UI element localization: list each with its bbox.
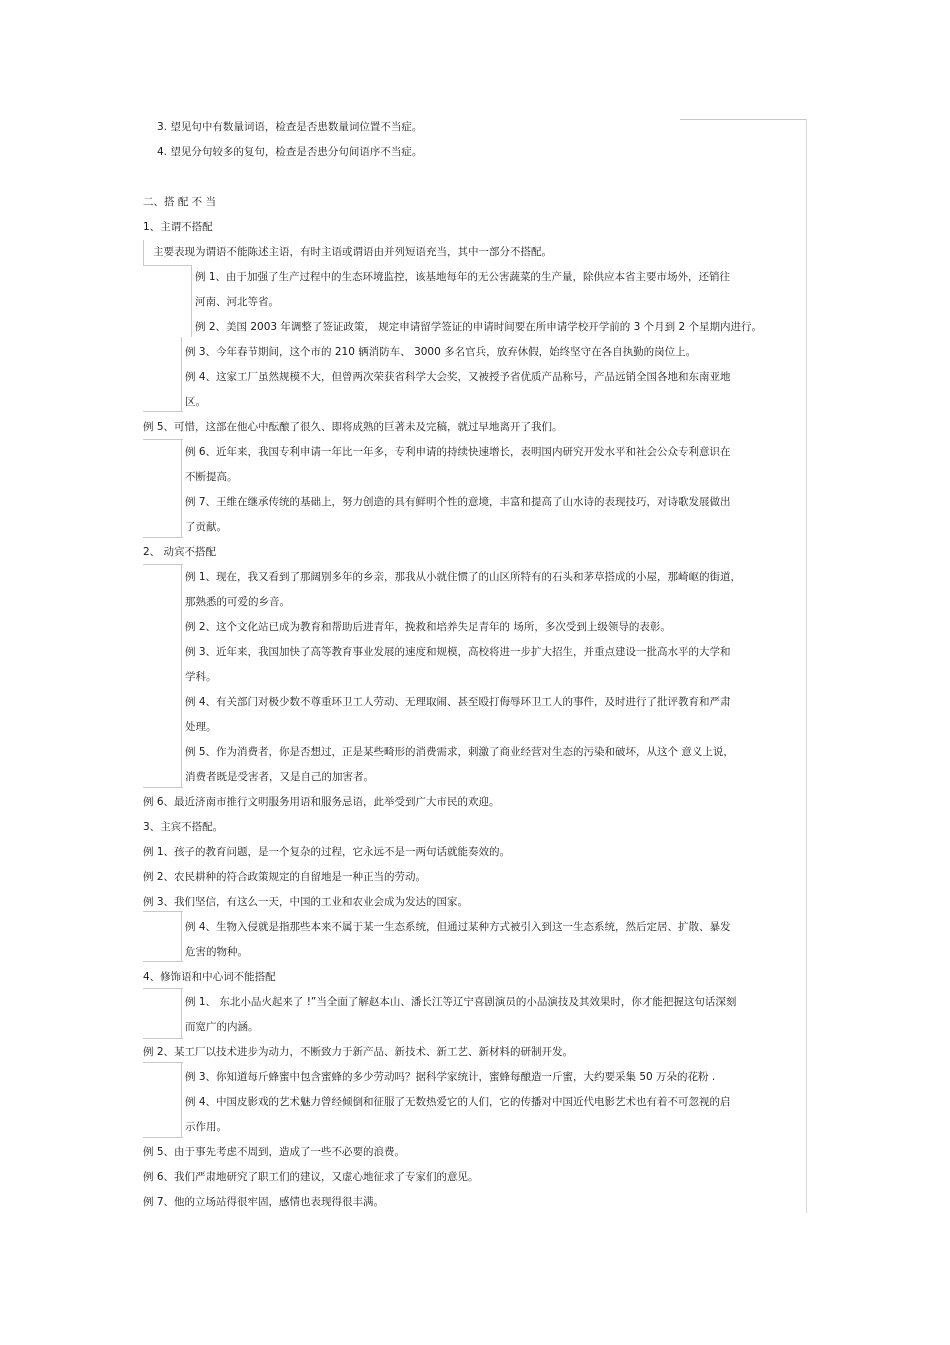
- rule-line: [181, 439, 182, 537]
- text-line: 4. 望见分句较多的复句，检查是否患分句间语序不当症。: [157, 146, 423, 158]
- text-line: 例 4、有关部门对极少数不尊重环卫工人劳动、无理取闹、甚至殴打侮辱环卫工人的事件，及时进行了批评教育和严肃: [185, 696, 731, 708]
- rule-line: [181, 911, 182, 961]
- text-line: 处理。: [185, 721, 217, 733]
- section-heading: 二、搭 配 不 当: [143, 196, 217, 208]
- rule-line: [143, 537, 183, 538]
- text-line: 例 1、 东北小品火起来了 !”当全面了解赵本山、潘长江等辽宁喜剧演员的小品演技及其效果时，你才能把握这句话深刻: [185, 996, 737, 1008]
- text-line: 3. 望见句中有数量词语，检查是否患数量词位置不当症。: [157, 121, 423, 133]
- rule-line: [143, 564, 183, 565]
- text-line: 例 1、由于加强了生产过程中的生态环境监控，该基地每年的无公害蔬菜的生产量，除供应本省主要市场外，还销往: [195, 271, 731, 283]
- text-line: 例 5、可惜，这部在他心中酝酿了很久、即将成熟的巨著未及完稿，就过早地离开了我们。: [143, 421, 563, 433]
- rule-line: [181, 1062, 182, 1137]
- rule-line: [191, 265, 192, 337]
- text-line: 区。: [185, 396, 206, 408]
- text-line: 例 2、农民耕种的符合政策规定的自留地是一种正当的劳动。: [143, 871, 427, 883]
- text-line: 例 6、我们严肃地研究了职工们的建议，又虚心地征求了专家们的意见。: [143, 1171, 479, 1183]
- text-line: 不断提高。: [185, 471, 238, 483]
- rule-line: [143, 240, 144, 265]
- text-line: 河南、河北等省。: [195, 296, 279, 308]
- text-line: 例 4、这家工厂虽然规模不大，但曾两次荣获省科学大会奖，又被授予省优质产品称号，产品远销全国各地和东南亚地: [185, 371, 731, 383]
- subsection-heading: 4、修饰语和中心词不能搭配: [143, 971, 276, 983]
- text-line: 例 1、现在，我又看到了那阔别多年的乡亲，那我从小就住惯了的山区所特有的石头和茅草搭成的小屋，那崎岖的街道，: [185, 571, 742, 583]
- text-line: 而宽广的内涵。: [185, 1021, 259, 1033]
- text-line: 了贡献。: [185, 521, 227, 533]
- text-line: 主要表现为谓语不能陈述主语，有时主语或谓语由并列短语充当，其中一部分不搭配。: [153, 246, 552, 258]
- text-line: 例 5、作为消费者，你是否想过，正是某些畸形的消费需求，刺激了商业经营对生态的污染和破坏，从这个 意义上说，: [185, 746, 734, 758]
- rule-line: [143, 1038, 183, 1039]
- rule-line: [181, 564, 182, 787]
- rule-line: [143, 787, 183, 788]
- text-line: 例 3、你知道每斤蜂蜜中包含蜜蜂的多少劳动吗？据科学家统计，蜜蜂每酿造一斤蜜，大约要采集 50 万朵的花粉 .: [185, 1071, 716, 1083]
- rule-line: [143, 439, 183, 440]
- rule-line: [143, 911, 183, 912]
- text-line: 例 6、近年来，我国专利申请一年比一年多，专利申请的持续快速增长，表明国内研究开发水平和社会公众专利意识在: [185, 446, 731, 458]
- text-line: 例 7、他的立场站得很牢固，感情也表现得很丰满。: [143, 1196, 385, 1208]
- text-line: 危害的物种。: [185, 946, 248, 958]
- rule-line: [143, 411, 183, 412]
- text-line: 例 3、近年来，我国加快了高等教育事业发展的速度和规模，高校将进一步扩大招生，并重点建设一批高水平的大学和: [185, 646, 731, 658]
- rule-line: [143, 265, 191, 266]
- text-line: 消费者既是受害者，又是自己的加害者。: [185, 771, 374, 783]
- rule-line: [143, 1062, 183, 1063]
- text-line: 例 2、这个文化站已成为教育和帮助后进青年，挽救和培养失足青年的 场所，多次受到上级领导的表彰。: [185, 621, 671, 633]
- text-line: 例 2、美国 2003 年调整了签证政策， 规定申请留学签证的申请时间要在所申请学校开学前的 3 个月到 2 个星期内进行。: [195, 321, 762, 333]
- rule-line: [181, 337, 182, 411]
- rule-line: [143, 961, 183, 962]
- text-line: 例 2、某工厂以技术进步为动力，不断致力于新产品、新技术、新工艺、新材料的研制开发。: [143, 1046, 574, 1058]
- text-line: 那熟悉的可爱的乡音。: [185, 596, 290, 608]
- rule-line: [143, 1137, 183, 1138]
- rule-line: [143, 988, 183, 989]
- rule-line: [181, 988, 182, 1038]
- text-line: 例 3、今年春节期间，这个市的 210 辆消防车、 3000 多名官兵，放弃休假，始终坚守在各自执勤的岗位上。: [185, 346, 697, 358]
- subsection-heading: 2、 动宾不搭配: [143, 546, 217, 558]
- text-line: 例 3、我们坚信，有这么一天，中国的工业和农业会成为发达的国家。: [143, 896, 469, 908]
- subsection-heading: 1、主谓不搭配: [143, 221, 213, 233]
- text-line: 例 4、中国皮影戏的艺术魅力曾经倾倒和征服了无数热爱它的人们，它的传播对中国近代电影艺术也有着不可忽视的启: [185, 1096, 731, 1108]
- subsection-heading: 3、主宾不搭配。: [143, 821, 224, 833]
- text-line: 例 6、最近济南市推行文明服务用语和服务忌语，此举受到广大市民的欢迎。: [143, 796, 500, 808]
- page-border-top: [680, 119, 806, 120]
- text-line: 例 5、由于事先考虑不周到，造成了一些不必要的浪费。: [143, 1146, 406, 1158]
- text-line: 学科。: [185, 671, 217, 683]
- text-line: 例 1、孩子的教育问题，是一个复杂的过程，它永远不是一两句话就能奏效的。: [143, 846, 511, 858]
- text-line: 示作用。: [185, 1121, 227, 1133]
- text-line: 例 4、生物入侵就是指那些本来不属于某一生态系统，但通过某种方式被引入到这一生态系统，然后定居、扩散、暴发: [185, 921, 731, 933]
- page-border-right: [806, 119, 807, 1213]
- text-line: 例 7、王维在继承传统的基础上，努力创造的具有鲜明个性的意境，丰富和提高了山水诗的表现技巧，对诗歌发展做出: [185, 496, 731, 508]
